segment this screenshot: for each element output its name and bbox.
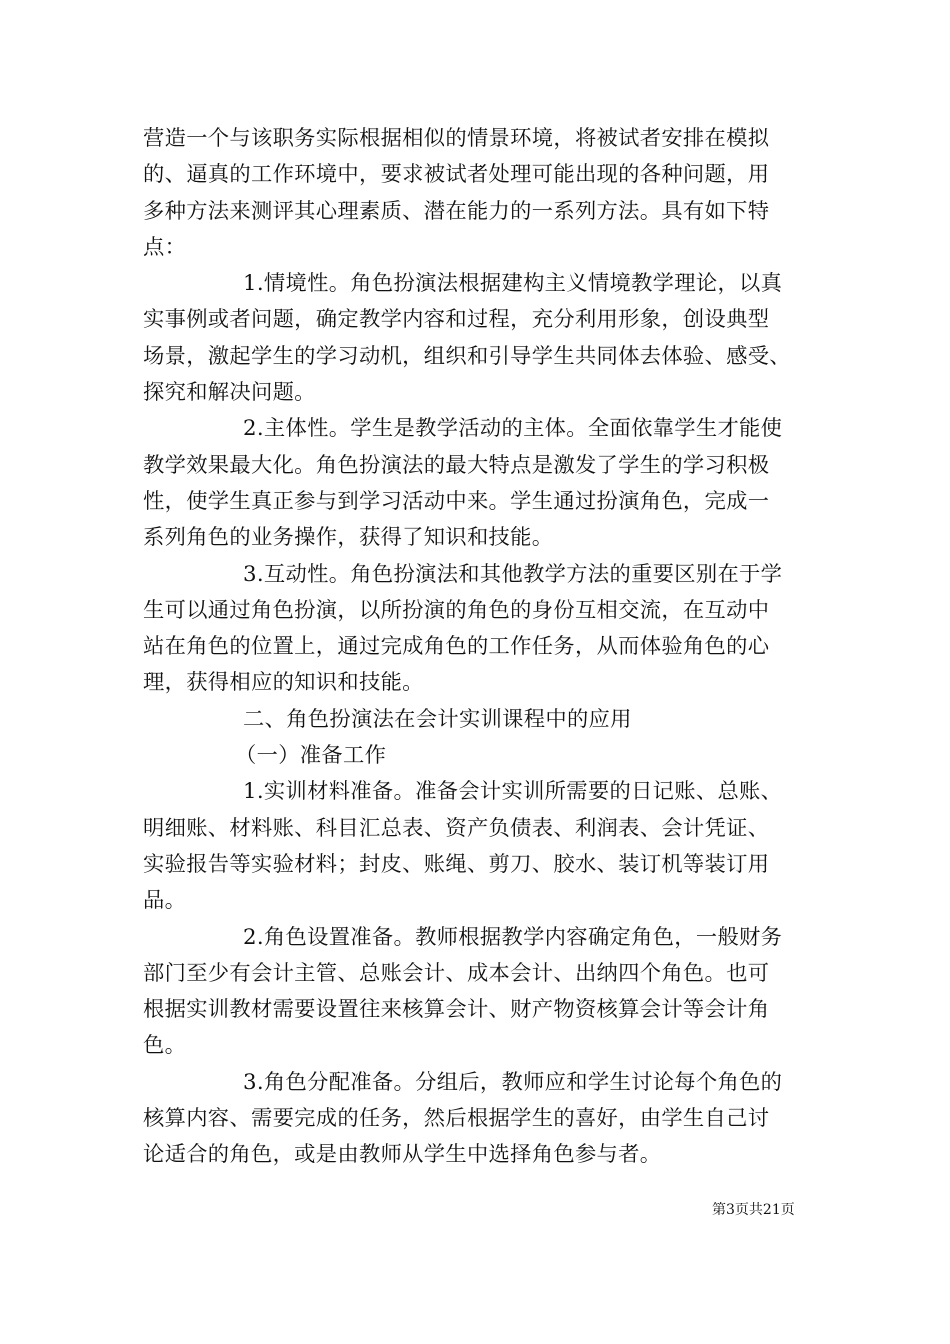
paragraph-first-line: 1.实训材料准备。准备会计实训所需要的日记账、总账、 [243, 779, 783, 805]
text-line: 部门至少有会计主管、总账会计、成本会计、出纳四个角色。也可 [143, 960, 770, 986]
text-line: 核算内容、需要完成的任务，然后根据学生的喜好，由学生自己讨 [143, 1106, 770, 1132]
subsection-heading: （一）准备工作 [235, 743, 387, 769]
section-heading: 二、角色扮演法在会计实训课程中的应用 [243, 706, 632, 732]
text-line: 论适合的角色，或是由教师从学生中选择角色参与者。 [143, 1142, 662, 1168]
text-line: 根据实训教材需要设置往来核算会计、财产物资核算会计等会计角 [143, 997, 770, 1023]
text-line: 品。 [143, 888, 187, 914]
text-line: 多种方法来测评其心理素质、潜在能力的一系列方法。具有如下特 [143, 198, 770, 224]
paragraph-first-line: 1.情境性。角色扮演法根据建构主义情境教学理论，以真 [243, 271, 783, 297]
text-line: 的、逼真的工作环境中，要求被试者处理可能出现的各种问题，用 [143, 162, 770, 188]
paragraph-first-line: 3.互动性。角色扮演法和其他教学方法的重要区别在于学 [243, 561, 783, 587]
page-number-footer: 第3页共21页 [712, 1202, 795, 1218]
text-line: 系列角色的业务操作，获得了知识和技能。 [143, 525, 554, 551]
text-line: 点： [143, 234, 187, 260]
text-line: 探究和解决问题。 [143, 380, 316, 406]
text-line: 教学效果最大化。角色扮演法的最大特点是激发了学生的学习积极 [143, 452, 770, 478]
text-line: 营造一个与该职务实际根据相似的情景环境，将被试者安排在模拟 [143, 126, 770, 151]
text-line: 场景，激起学生的学习动机，组织和引导学生共同体去体验、感受、 [143, 343, 791, 369]
paragraph-first-line: 2.主体性。学生是教学活动的主体。全面依靠学生才能使 [243, 416, 783, 442]
text-line: 实事例或者问题，确定教学内容和过程，充分利用形象，创设典型 [143, 307, 770, 333]
text-line: 明细账、材料账、科目汇总表、资产负债表、利润表、会计凭证、 [143, 815, 770, 841]
text-line: 性，使学生真正参与到学习活动中来。学生通过扮演角色，完成一 [143, 488, 770, 514]
text-line: 色。 [143, 1033, 187, 1059]
text-line: 站在角色的位置上，通过完成角色的工作任务，从而体验角色的心 [143, 634, 770, 660]
text-line: 理，获得相应的知识和技能。 [143, 670, 424, 696]
text-line: 实验报告等实验材料；封皮、账绳、剪刀、胶水、装订机等装订用 [143, 851, 770, 877]
paragraph-first-line: 2.角色设置准备。教师根据教学内容确定角色，一般财务 [243, 924, 783, 950]
body-text [143, 121, 811, 1174]
text-line: 生可以通过角色扮演，以所扮演的角色的身份互相交流，在互动中 [143, 597, 770, 623]
paragraph-first-line: 3.角色分配准备。分组后，教师应和学生讨论每个角色的 [243, 1069, 783, 1095]
